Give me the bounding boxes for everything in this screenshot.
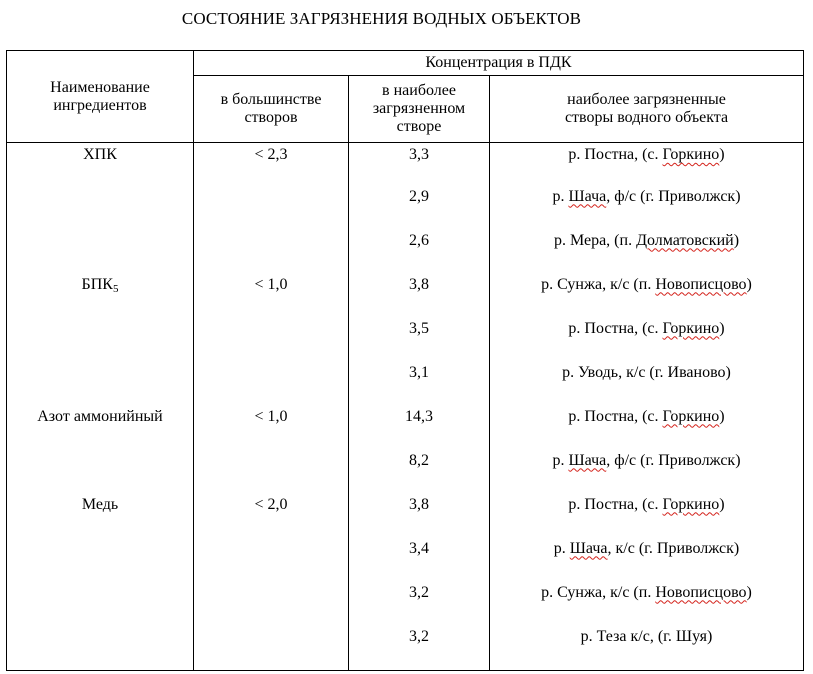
majority-value-cell: < 1,0 (194, 275, 349, 319)
table-row (7, 583, 804, 627)
most-polluted-value-cell: 3,8 (349, 495, 490, 539)
ingredient-cell (7, 319, 194, 363)
most-polluted-value-cell: 3,5 (349, 319, 490, 363)
majority-value-cell (194, 319, 349, 363)
table-row (7, 539, 804, 583)
ingredient-cell (7, 451, 194, 495)
ingredient-cell (7, 627, 194, 671)
ingredient-cell: $БПК_5$ (7, 275, 194, 319)
polluted-site-cell: р. Постна, (с. Горкино) (490, 407, 804, 451)
most-polluted-value-cell: 8,2 (349, 451, 490, 495)
ingredient-cell (7, 231, 194, 275)
spellcheck-marked-word: Новописцово (655, 275, 747, 293)
majority-value-cell: < 2,0 (194, 495, 349, 539)
majority-value-cell: < 1,0 (194, 407, 349, 451)
spellcheck-marked-word: Горкино (662, 407, 720, 425)
majority-value-cell: < 2,3 (194, 143, 349, 187)
document-title: СОСТОЯНИЕ ЗАГРЯЗНЕНИЯ ВОДНЫХ ОБЪЕКТОВ (181, 9, 582, 28)
ingredient-cell (7, 583, 194, 627)
polluted-site-cell: р. Шача, ф/с (г. Приволжск) (490, 451, 804, 495)
majority-value-cell (194, 583, 349, 627)
most-polluted-value-cell: 3,8 (349, 275, 490, 319)
spellcheck-marked-word: Горкино (662, 146, 720, 163)
polluted-site-cell: р. Мера, (п. Долматовский) (490, 231, 804, 275)
polluted-site-cell: р. Постна, (с. Горкино) (490, 319, 804, 363)
spellcheck-marked-word: Горкино (662, 495, 720, 513)
most-polluted-value-cell: 3,2 (349, 627, 490, 671)
header-polluted-sites: наиболее загрязненные створы водного объекта (490, 76, 804, 143)
ingredient-cell (7, 187, 194, 231)
table-row (7, 407, 804, 451)
table-row (7, 627, 804, 671)
table-body (7, 143, 804, 671)
polluted-site-cell: р. Шача, ф/с (г. Приволжск) (490, 187, 804, 231)
majority-value-cell (194, 451, 349, 495)
header-most-polluted-site: в наиболее загрязненном створе (349, 76, 490, 143)
ingredient-cell (7, 363, 194, 407)
spellcheck-marked-word: Шача (568, 451, 607, 469)
polluted-site-cell: р. Постна, (с. Горкино) (490, 143, 804, 187)
majority-value-cell (194, 627, 349, 671)
most-polluted-value-cell: 3,3 (349, 143, 490, 187)
most-polluted-value-cell: 14,3 (349, 407, 490, 451)
table-row (7, 363, 804, 407)
ingredient-cell (7, 539, 194, 583)
table-row (7, 187, 804, 231)
polluted-site-cell: р. Постна, (с. Горкино) (490, 495, 804, 539)
table-row (7, 319, 804, 363)
table-row (7, 143, 804, 187)
polluted-site-cell: р. Шача, к/с (г. Приволжск) (490, 539, 804, 583)
header-ingredient-name: Наименование ингредиентов (7, 51, 194, 143)
most-polluted-value-cell: 2,9 (349, 187, 490, 231)
ingredient-cell: Медь (7, 495, 194, 539)
most-polluted-value-cell: 3,1 (349, 363, 490, 407)
spellcheck-marked-word: Шача (568, 187, 607, 205)
most-polluted-value-cell: 3,4 (349, 539, 490, 583)
header-concentration: Концентрация в ПДК (194, 51, 804, 76)
polluted-site-cell: р. Сунжа, к/с (п. Новописцово) (490, 275, 804, 319)
table-row (7, 275, 804, 319)
spellcheck-marked-word: Долматовский (636, 231, 734, 249)
majority-value-cell (194, 539, 349, 583)
ingredient-cell: ХПК (7, 143, 194, 187)
most-polluted-value-cell: 2,6 (349, 231, 490, 275)
polluted-site-cell: р. Сунжа, к/с (п. Новописцово) (490, 583, 804, 627)
header-majority-sites: в большинстве створов (194, 76, 349, 143)
table-row (7, 451, 804, 495)
polluted-site-cell: р. Уводь, к/с (г. Иваново) (490, 363, 804, 407)
table-row (7, 495, 804, 539)
table-row (7, 231, 804, 275)
spellcheck-marked-word: Новописцово (655, 583, 747, 601)
majority-value-cell (194, 187, 349, 231)
most-polluted-value-cell: 3,2 (349, 583, 490, 627)
spellcheck-marked-word: Горкино (662, 319, 720, 337)
pollution-table (6, 50, 804, 671)
ingredient-cell: Азот аммонийный (7, 407, 194, 451)
majority-value-cell (194, 363, 349, 407)
majority-value-cell (194, 231, 349, 275)
polluted-site-cell: р. Теза к/с, (г. Шуя) (490, 627, 804, 671)
spellcheck-marked-word: Шача (569, 539, 608, 557)
